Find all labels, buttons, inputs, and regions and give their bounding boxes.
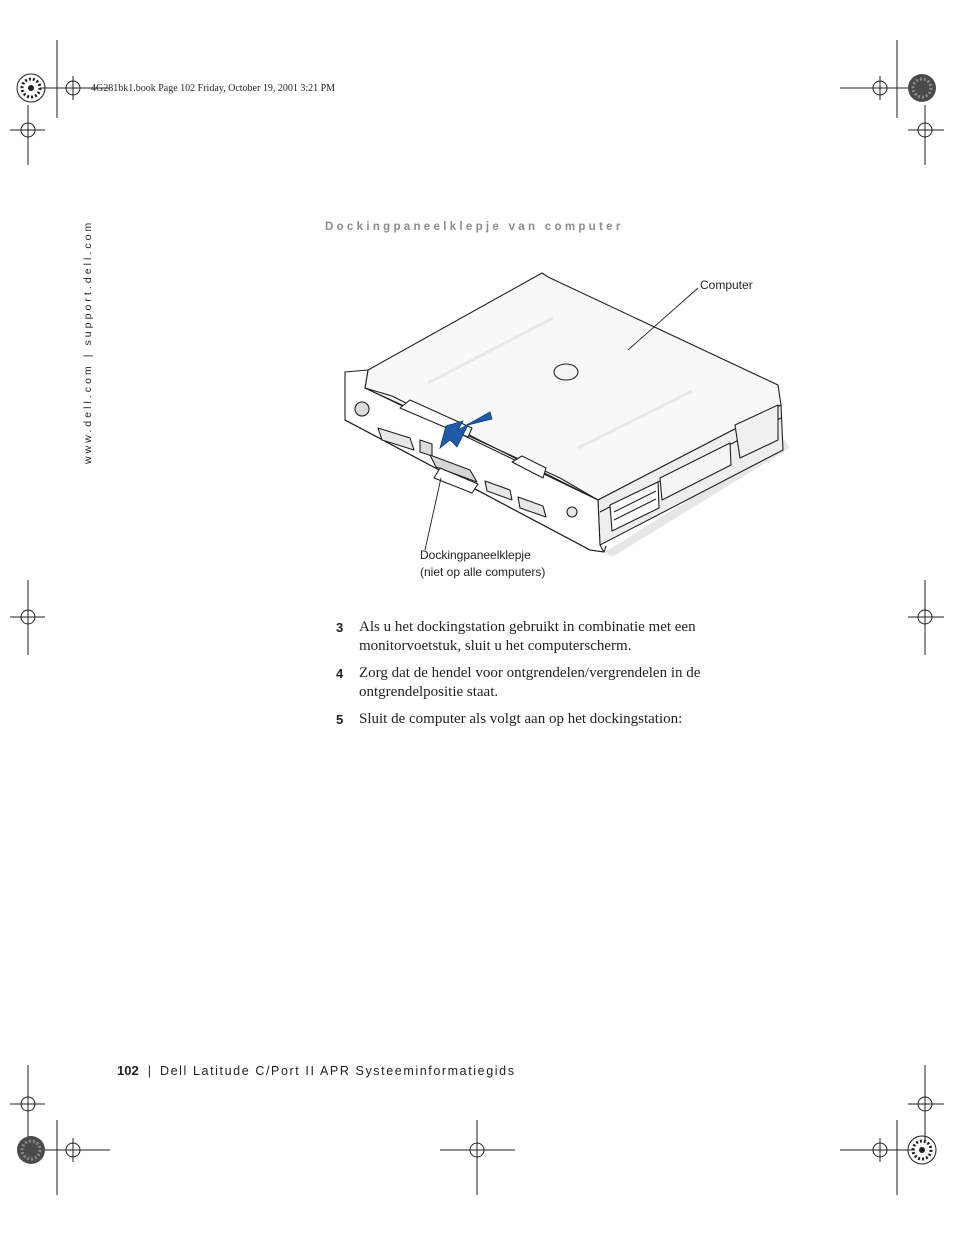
step-text: Zorg dat de hendel voor ontgrendelen/vergrendelen in de ontgrendelpositie staat. (359, 665, 701, 700)
footer-separator: | (147, 1064, 151, 1078)
step-number: 3 (336, 620, 344, 635)
sidebar-url: www.dell.com | support.dell.com (82, 219, 94, 464)
step-number: 5 (336, 712, 344, 727)
step-text: Als u het dockingstation gebruikt in combinatie met een monitorvoetstuk, sluit u het computerscherm. (359, 619, 696, 654)
step-item (336, 618, 736, 655)
step-text: Sluit de computer als volgt aan op het dockingstation: (359, 711, 683, 727)
callout-docking-door-line2: (niet op alle computers) (420, 565, 546, 579)
step-number: 4 (336, 666, 344, 681)
page-number: 102 (117, 1063, 139, 1078)
footer-title: Dell Latitude C/Port II APR Systeeminformatiegids (159, 1064, 516, 1078)
page-footer (117, 1063, 516, 1078)
step-item (336, 710, 736, 729)
figure-title: Dockingpaneelklepje van computer (325, 221, 624, 233)
callout-docking-door-line1: Dockingpaneelklepje (420, 548, 531, 562)
callout-computer: Computer (700, 278, 753, 292)
step-list (336, 618, 736, 738)
step-item (336, 664, 736, 701)
print-slug: 4G281bk1.book Page 102 Friday, October 19, 2001 3:21 PM (91, 83, 336, 94)
